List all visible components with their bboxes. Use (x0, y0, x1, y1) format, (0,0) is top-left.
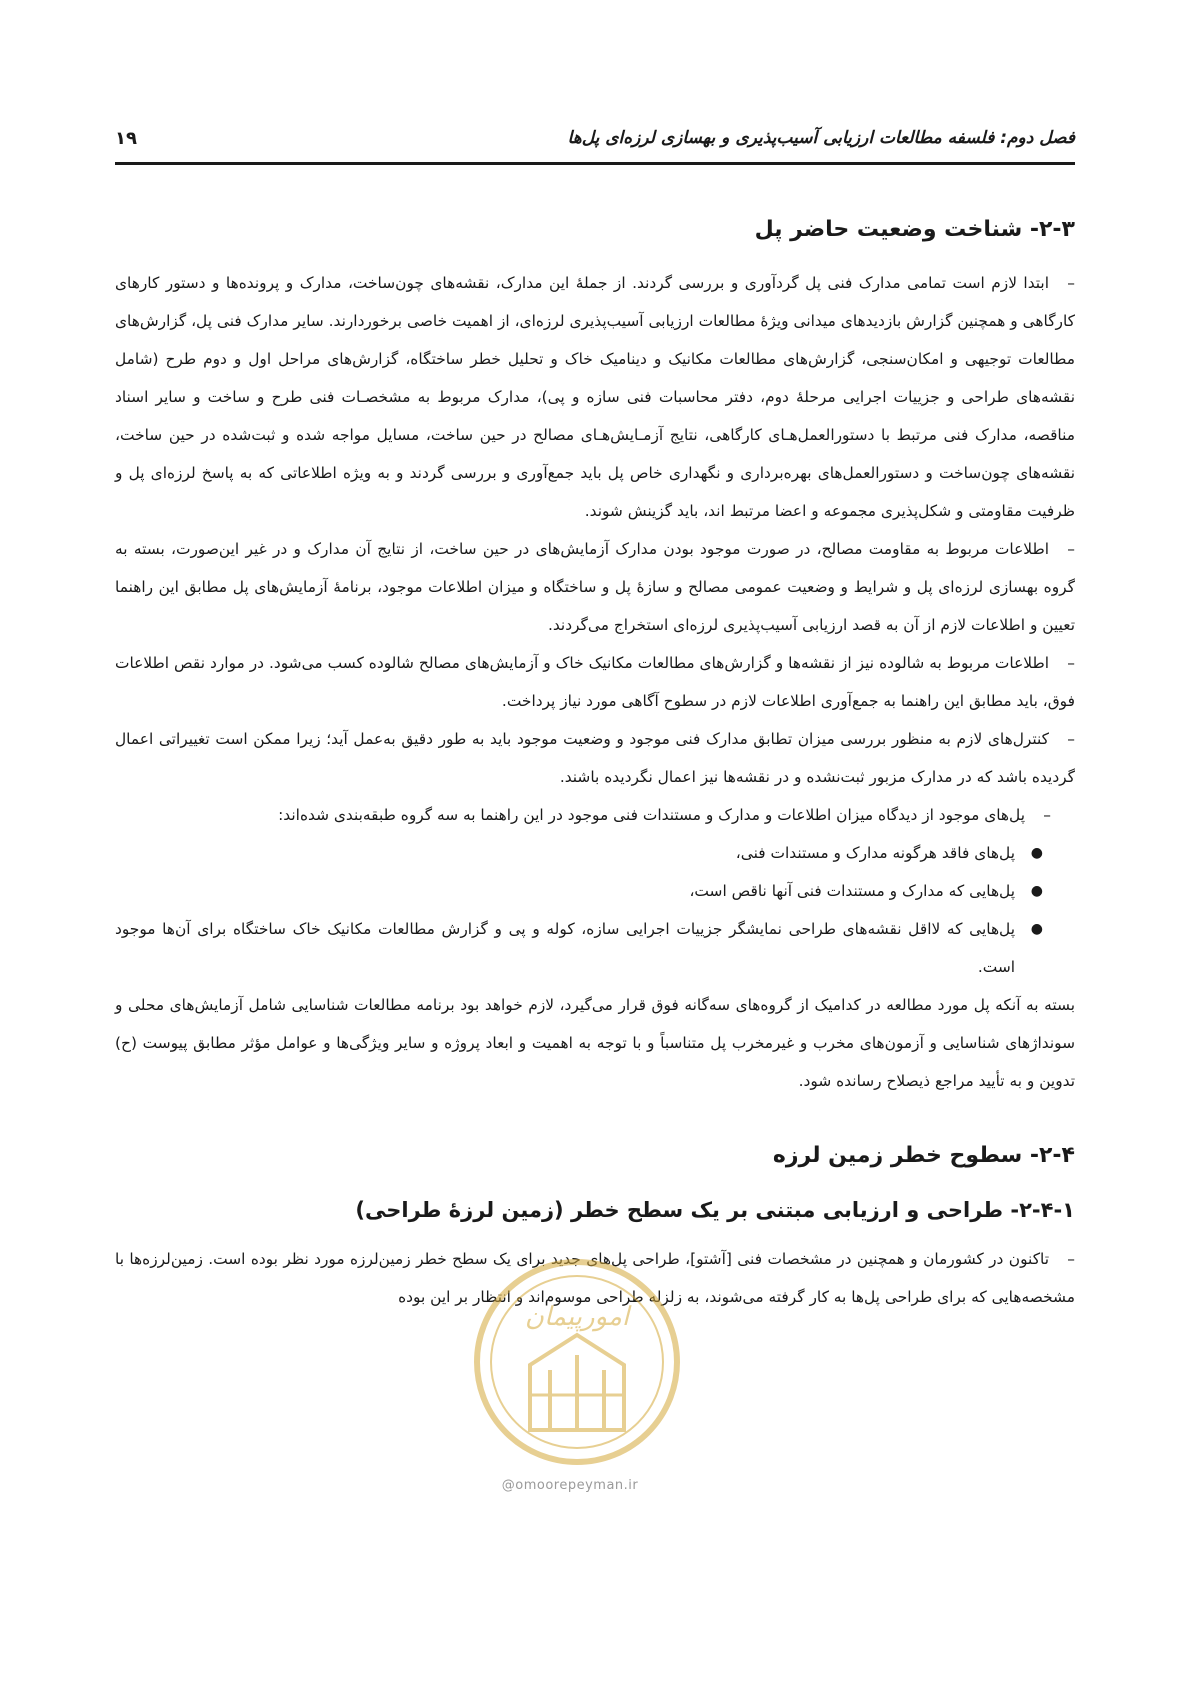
paragraph (115, 720, 1075, 796)
dash-marker: – (1067, 654, 1075, 672)
section-heading-2-4: ۲-۴- سطوح خطر زمین لرزه (772, 1143, 1075, 1168)
section-heading-2-3: ۲-۳- شناخت وضعیت حاضر پل (754, 217, 1075, 242)
bullet-icon: ● (1030, 845, 1043, 861)
list-item-text: پل‌هایی که لااقل نقشه‌های طراحی نمایشگر جزییات اجرایی سازه، کوله و پی و گزارش مطالعات مکانیک خاک ساختگاه برای آن‌ها موجود است. (115, 920, 1015, 976)
watermark-url: @omoorepeyman.ir (501, 1478, 639, 1493)
paragraph-text: اطلاعات مربوط به شالوده نیز از نقشه‌ها و گزارش‌های مطالعات مکانیک خاک و آزمایش‌های مصالح شالوده کسب می‌شود. در موارد نقص اطلاعات فوق، باید مطابق این راهنما به جمع‌آوری اطلاعات لازم در سطوح آگاهی مورد نیاز پرداخت. (115, 654, 1075, 710)
subsection-heading-2-4-1: ۲-۴-۱- طراحی و ارزیابی مبتنی بر یک سطح خطر (زمین لرزهٔ طراحی) (355, 1198, 1075, 1222)
page-number: ۱۹ (115, 128, 137, 149)
paragraph-text: تاکنون در کشورمان و همچنین در مشخصات فنی [آشتو]، طراحی پل‌های جدید برای یک سطح خطر زمین‌لرزه مورد نظر بوده است. زمین‌لرزه‌ها با مشخصه‌هایی که برای طراحی پل‌ها به کار گرفته می‌شوند، به زلزله طراحی موسوم‌اند و انتظار بر این بوده (115, 1250, 1075, 1306)
bullet-icon: ● (1030, 883, 1043, 899)
bullet-icon: ● (1030, 921, 1043, 937)
dash-marker: – (1043, 806, 1051, 824)
watermark-logo (470, 1255, 685, 1470)
dash-marker: – (1067, 730, 1075, 748)
running-header (115, 128, 1075, 165)
list-item-text: پل‌هایی که مدارک و مستندات فنی آنها ناقص است، (689, 882, 1015, 900)
list-item (115, 910, 1075, 986)
paragraph-text: ابتدا لازم است تمامی مدارک فنی پل گردآوری و بررسی گردند. از جملهٔ این مدارک، نقشه‌های چون‌ساخت، مدارک و پرونده‌ها و دستور کارهای کارگاهی و همچنین گزارش بازدیدهای میدانی ویژهٔ مطالعات ارزیابی آسیب‌پذیری لرزه‌ای، از اهمیت خاصی برخوردارند. سایر مدارک فنی پل، گزارش‌های مطالعات توجیهی و امکان‌سنجی، گزارش‌های مطالعات مکانیک و دینامیک خاک و تحلیل خطر ساختگاه، گزارش‌های مراحل اول و دوم طرح (شامل نقشه‌های طراحی و جزییات اجرایی مرحلهٔ دوم، دفتر محاسبات فنی سازه و پی)، مدارک مربوط به مشخصـات فنی طرح و ساخت و سایر اسناد مناقصه، مدارک فنی مرتبط با دستورالعمل‌هـای کارگاهی، نتایج آزمـایش‌هـای مصالح در حین ساخت، مسایل مواجه شده و ثبت‌شده در حین ساخت، نقشه‌های چون‌ساخت و دستورالعمل‌های بهره‌برداری و نگهداری خاص پل باید جمع‌آوری و بررسی گردند و به ویژه اطلاعاتی که به پاسخ لرزه‌ای پل و ظرفیت مقاومتی و شکل‌پذیری مجموعه و اعضا مرتبط اند، باید گزینش شوند. (115, 274, 1075, 520)
paragraph-text: کنترل‌های لازم به منظور بررسی میزان تطابق مدارک فنی موجود و وضعیت موجود باید به طور دقیق به‌عمل آید؛ زیرا ممکن است تغییراتی اعمال گردیده باشد که در مدارک مزبور ثبت‌نشده و در نقشه‌ها نیز اعمال نگردیده باشند. (115, 730, 1075, 786)
paragraph (115, 264, 1075, 530)
paragraph (115, 644, 1075, 720)
paragraph (115, 796, 1075, 834)
paragraph-text: بسته به آنکه پل مورد مطالعه در کدامیک از گروه‌های سه‌گانه فوق قرار می‌گیرد، لازم خواهد بود برنامه مطالعات شناسایی شامل آزمایش‌های محلی و سونداژهای شناسایی و آزمون‌های مخرب و غیرمخرب پل متناسباً و با توجه به اهمیت و ابعاد پروژه و سایر ویژگی‌ها و عوامل مؤثر مطابق پیوست (ح) تدوین و به تأیید مراجع ذیصلاح رسانده شود. (115, 996, 1075, 1090)
list-item (115, 872, 1075, 910)
paragraph (115, 530, 1075, 644)
list-item (115, 834, 1075, 872)
dash-marker: – (1067, 274, 1075, 292)
chapter-title: فصل دوم: فلسفه مطالعات ارزیابی آسیب‌پذیری و بهسازی لرزه‌ای پل‌ها (567, 128, 1075, 148)
list-item-text: پل‌های فاقد هرگونه مدارک و مستندات فنی، (735, 844, 1015, 862)
body-content (115, 210, 1075, 1316)
paragraph-text: پل‌های موجود از دیدگاه میزان اطلاعات و مدارک و مستندات فنی موجود در این راهنما به سه گروه طبقه‌بندی شده‌اند: (278, 806, 1025, 824)
paragraph-text: اطلاعات مربوط به مقاومت مصالح، در صورت موجود بودن مدارک آزمایش‌های در حین ساخت، از نتایج آن مدارک و در غیر این‌صورت، بسته به گروه بهسازی لرزه‌ای پل و شرایط و وضعیت عمومی مصالح و سازهٔ پل و ساختگاه و میزان اطلاعات موجود، برنامهٔ آزمایش‌های پل مطابق این راهنما تعیین و اطلاعات لازم از آن به قصد ارزیابی آسیب‌پذیری لرزه‌ای استخراج می‌گردند. (115, 540, 1075, 634)
dash-marker: – (1067, 540, 1075, 558)
watermark-logo-text: امورپیمان (524, 1302, 630, 1332)
dash-marker: – (1067, 1250, 1075, 1268)
bridge-groups-list (115, 834, 1075, 986)
paragraph (115, 986, 1075, 1100)
